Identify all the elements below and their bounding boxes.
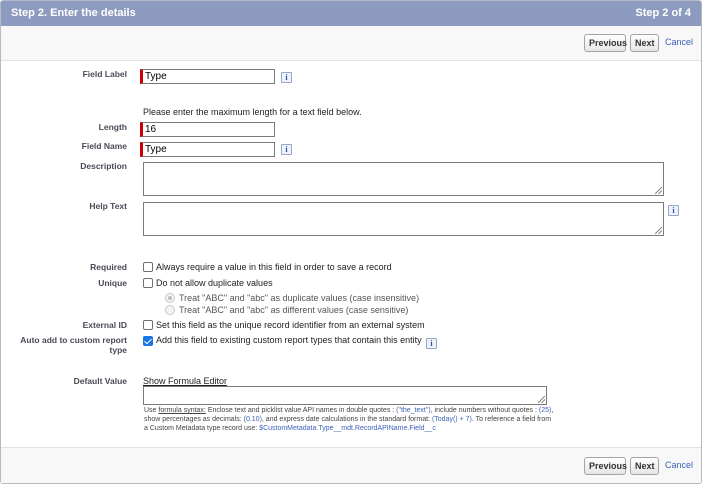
description-label: Description: [80, 161, 127, 171]
field-label-label: Field Label: [82, 69, 127, 79]
case-insensitive-radio[interactable]: [165, 293, 175, 303]
resize-grip-icon[interactable]: [655, 227, 662, 234]
length-hint: Please enter the maximum length for a text field below.: [143, 107, 362, 117]
help-text-label: Help Text: [89, 201, 127, 211]
unique-checkbox[interactable]: [143, 278, 153, 288]
required-label: Required: [90, 262, 127, 272]
case-insensitive-text: Treat "ABC" and "abc" as duplicate values (case insensitive): [179, 293, 420, 303]
formula-help-part: , and express date calculations in the standard format:: [261, 416, 432, 423]
auto-add-checkbox[interactable]: [143, 336, 153, 346]
formula-help-text: [144, 406, 554, 433]
formula-example-percent: (0.10): [243, 416, 262, 423]
external-id-text: Set this field as the unique record identifier from an external system: [156, 320, 425, 330]
wizard-header: [1, 1, 701, 26]
bottom-button-bar: [1, 447, 701, 484]
resize-grip-icon[interactable]: [655, 187, 662, 194]
top-button-bar: [1, 26, 701, 61]
unique-text: Do not allow duplicate values: [156, 278, 273, 288]
formula-help-part: , include numbers without quotes :: [430, 407, 539, 414]
show-formula-editor-link[interactable]: Show Formula Editor: [143, 376, 228, 386]
formula-example-date: (Today() + 7): [431, 416, 472, 423]
formula-syntax-link[interactable]: formula syntax:: [158, 407, 206, 414]
required-checkbox[interactable]: [143, 262, 153, 272]
next-button[interactable]: Next: [630, 34, 659, 52]
cancel-link[interactable]: Cancel: [665, 37, 694, 47]
field-label-info-icon[interactable]: i: [281, 72, 292, 83]
formula-help-part: Use: [144, 407, 159, 414]
required-text: Always require a value in this field in order to save a record: [156, 262, 392, 272]
description-textarea[interactable]: [143, 162, 664, 196]
default-value-textarea[interactable]: [143, 386, 547, 405]
help-text-info-icon[interactable]: i: [668, 205, 679, 216]
formula-help-part: Enclose text and picklist value API names in double quotes :: [205, 407, 397, 414]
previous-button[interactable]: Previous: [584, 457, 626, 475]
external-id-checkbox[interactable]: [143, 320, 153, 330]
auto-add-label-line1: Auto add to custom report: [20, 335, 127, 345]
auto-add-label: [1, 335, 127, 355]
case-sensitive-text: Treat "ABC" and "abc" as different values (case sensitive): [179, 305, 409, 315]
step-title: Step 2. Enter the details: [11, 7, 136, 19]
resize-grip-icon[interactable]: [538, 396, 545, 403]
formula-example-metadata: $CustomMetadata.Type__mdt.RecordAPIName.Field__c: [259, 425, 436, 432]
auto-add-text: Add this field to existing custom report types that contain this entity: [156, 335, 422, 345]
external-id-label: External ID: [82, 320, 127, 330]
field-label-input[interactable]: Type: [140, 69, 275, 84]
step-counter: Step 2 of 4: [635, 7, 691, 19]
formula-help-part: . To reference a field from a Custom Metadata type record use:: [144, 416, 552, 432]
unique-label: Unique: [98, 278, 127, 288]
previous-button[interactable]: Previous: [584, 34, 626, 52]
help-text-textarea[interactable]: [143, 202, 664, 236]
next-button[interactable]: Next: [630, 457, 659, 475]
formula-help-part: , show percentages as decimals:: [144, 407, 554, 423]
length-label: Length: [98, 122, 127, 132]
length-input[interactable]: 16: [140, 122, 275, 137]
auto-add-label-line2: type: [109, 345, 127, 355]
formula-example-text: ("the_text"): [396, 407, 431, 414]
field-name-info-icon[interactable]: i: [281, 144, 292, 155]
field-name-label: Field Name: [81, 141, 127, 151]
formula-example-number: (25): [538, 407, 552, 414]
default-value-label: Default Value: [73, 376, 127, 386]
auto-add-info-icon[interactable]: i: [426, 338, 437, 349]
cancel-link[interactable]: Cancel: [665, 460, 694, 470]
case-sensitive-radio[interactable]: [165, 305, 175, 315]
field-name-input[interactable]: Type: [140, 142, 275, 157]
